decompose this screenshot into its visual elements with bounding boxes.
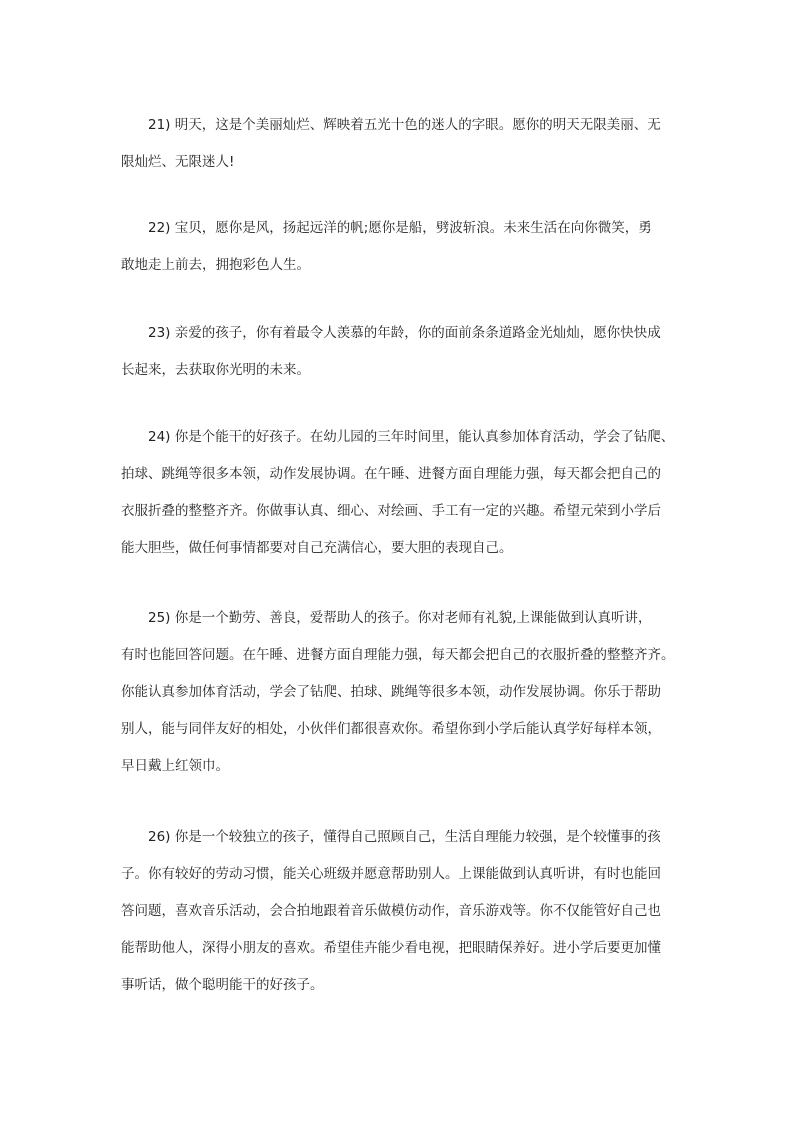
paragraph-line: 22) 宝贝，愿你是风，扬起远洋的帆;愿你是船，劈波斩浪。未来生活在向你微笑，勇 bbox=[148, 220, 652, 236]
paragraph-line: 事听话，做个聪明能干的好孩子。 bbox=[121, 977, 324, 993]
paragraph-25 bbox=[121, 600, 681, 785]
paragraph-line: 能大胆些，做任何事情都要对自己充满信心，要大胆的表现自己。 bbox=[121, 540, 513, 556]
paragraph-line: 23) 亲爱的孩子，你有着最令人羡慕的年龄，你的面前条条道路金光灿灿，愿你快快成 bbox=[148, 325, 661, 341]
paragraph-line: 26) 你是一个较独立的孩子，懂得自己照顾自己，生活自理能力较强，是个较懂事的孩 bbox=[148, 829, 661, 845]
paragraph-line: 别人，能与同伴友好的相处，小伙伴们都很喜欢你。希望你到小学后能认真学好每样本领， bbox=[121, 721, 661, 737]
paragraph-line: 21) 明天，这是个美丽灿烂、辉映着五光十色的迷人的字眼。愿你的明天无限美丽、无 bbox=[148, 117, 661, 133]
paragraph-line: 子。你有较好的劳动习惯，能关心班级并愿意帮助别人。上课能做到认真听讲，有时也能回 bbox=[121, 866, 661, 882]
paragraph-line: 24) 你是个能干的好孩子。在幼儿园的三年时间里，能认真参加体育活动，学会了钻爬、 bbox=[148, 429, 675, 445]
paragraph-line: 25) 你是一个勤劳、善良，爱帮助人的孩子。你对老师有礼貌,上课能做到认真听讲， bbox=[148, 610, 652, 626]
paragraph-line: 长起来，去获取你光明的未来。 bbox=[121, 362, 310, 378]
paragraph-21 bbox=[121, 107, 681, 181]
paragraph-line: 敢地走上前去，拥抱彩色人生。 bbox=[121, 257, 310, 273]
paragraph-line: 限灿烂、无限迷人! bbox=[121, 154, 235, 170]
paragraph-26 bbox=[121, 819, 681, 1004]
paragraph-23 bbox=[121, 315, 681, 389]
paragraph-24 bbox=[121, 419, 681, 567]
paragraph-line: 能帮助他人，深得小朋友的喜欢。希望佳卉能少看电视，把眼睛保养好。进小学后要更加懂 bbox=[121, 940, 661, 956]
paragraph-line: 你能认真参加体育活动，学会了钻爬、拍球、跳绳等很多本领，动作发展协调。你乐于帮助 bbox=[121, 684, 661, 700]
paragraph-line: 拍球、跳绳等很多本领，动作发展协调。在午睡、进餐方面自理能力强，每天都会把自己的 bbox=[121, 466, 661, 482]
paragraph-line: 答问题，喜欢音乐活动，会合拍地跟着音乐做模仿动作，音乐游戏等。你不仅能管好自己也 bbox=[121, 903, 661, 919]
paragraph-22 bbox=[121, 210, 681, 284]
paragraph-line: 衣服折叠的整整齐齐。你做事认真、细心、对绘画、手工有一定的兴趣。希望元荣到小学后 bbox=[121, 503, 661, 519]
paragraph-line: 早日戴上红领巾。 bbox=[121, 758, 229, 774]
paragraph-line: 有时也能回答问题。在午睡、进餐方面自理能力强，每天都会把自己的衣服折叠的整整齐齐。 bbox=[121, 647, 675, 663]
